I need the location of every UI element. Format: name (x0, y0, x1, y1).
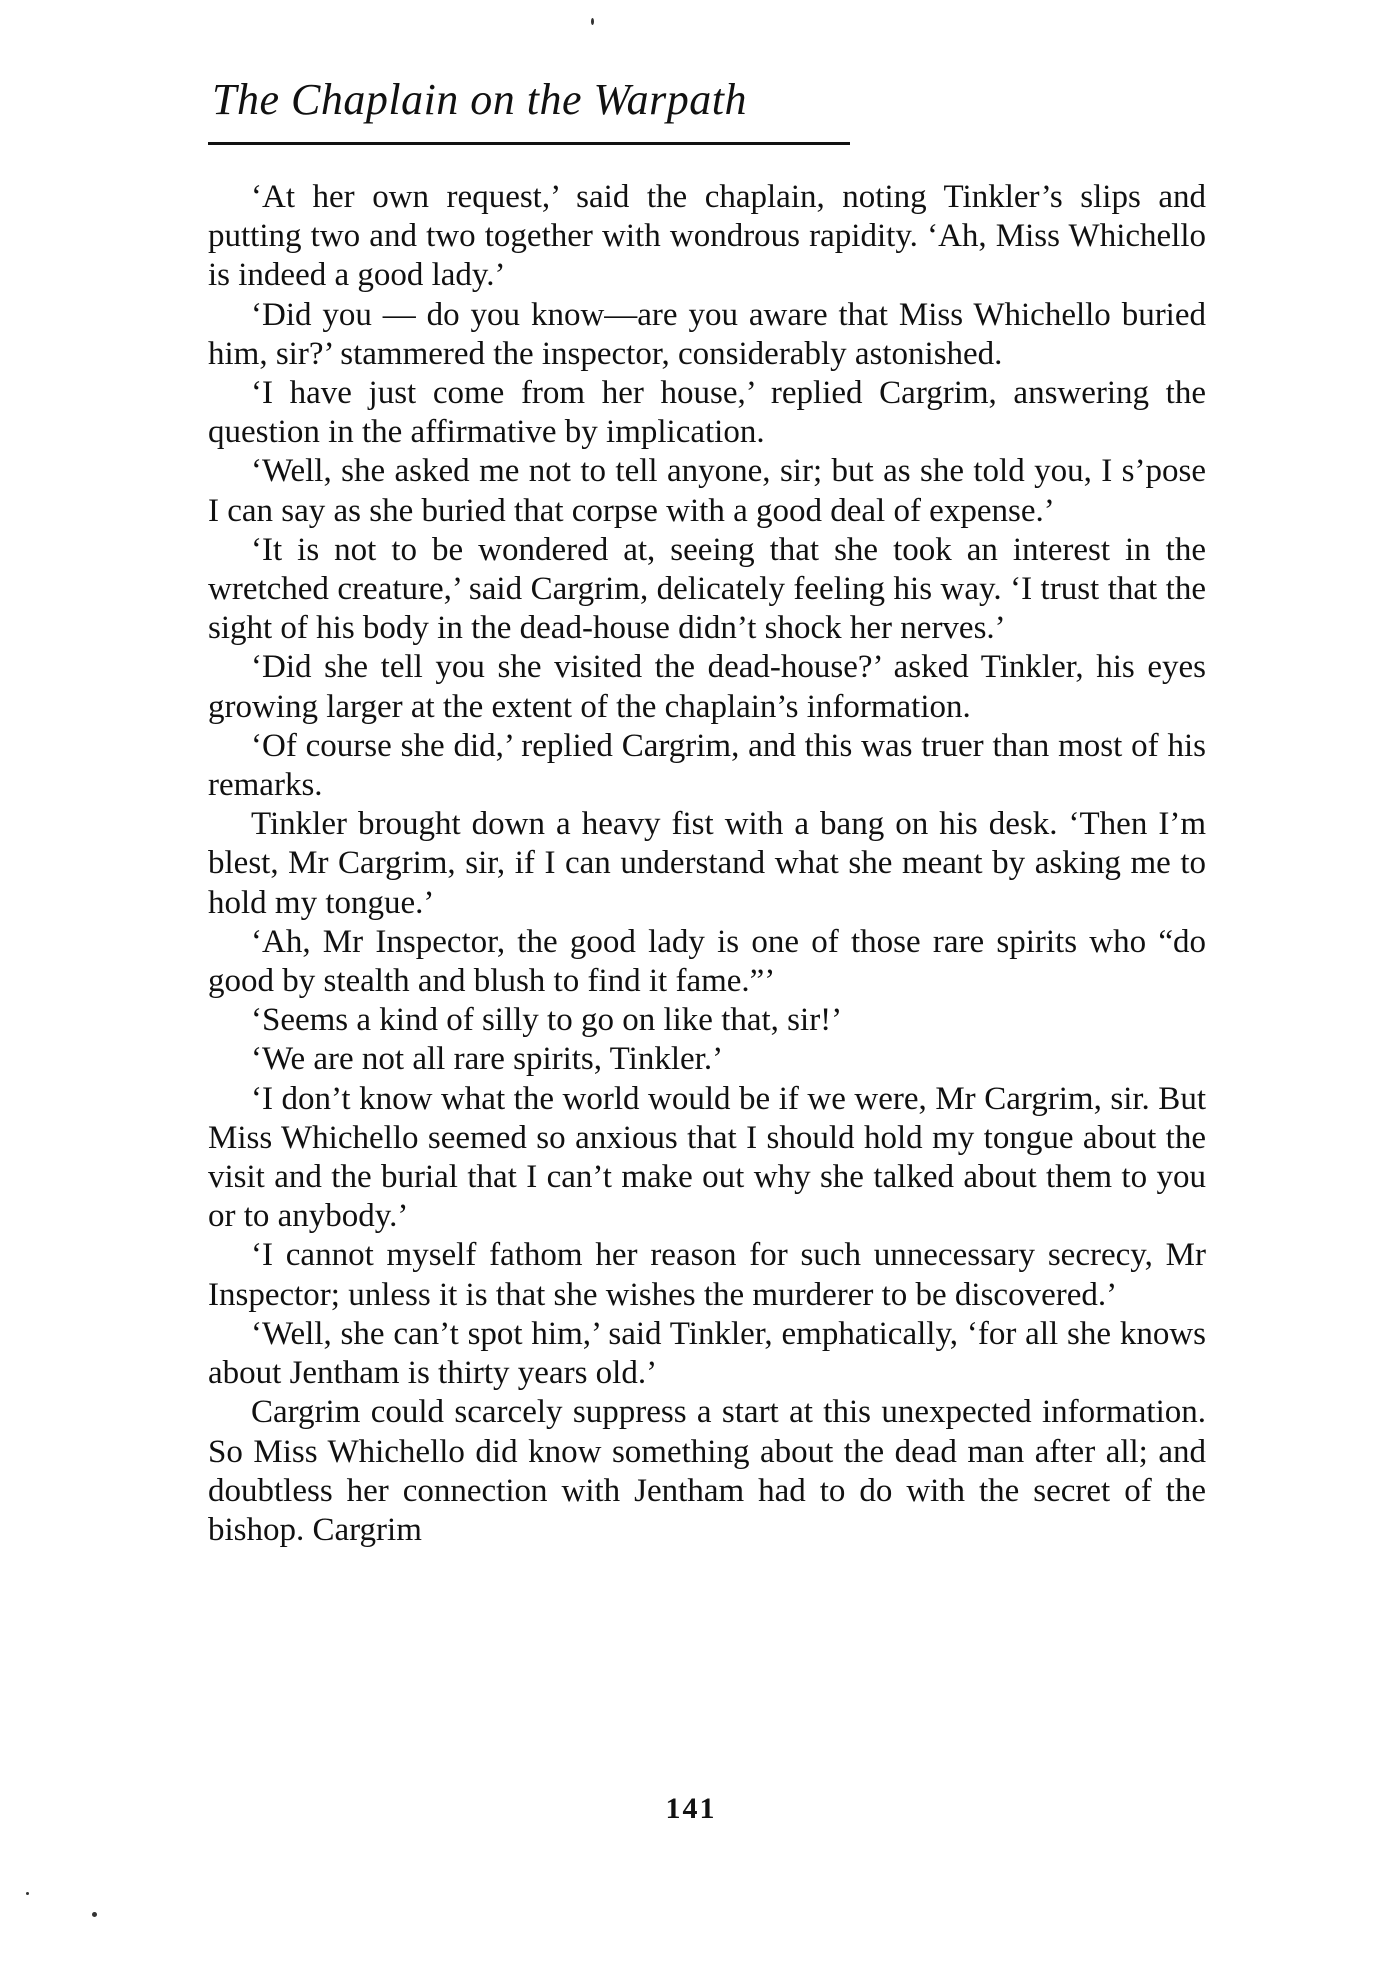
paragraph: ‘Seems a kind of silly to go on like that, sir!’ (251, 1002, 843, 1039)
paragraph: Tinkler brought down a heavy fist with a bang on his desk. ‘Then I’m blest, Mr Cargrim, sir, if I can understand what she meant by asking me to hold my tongue.’ (208, 806, 1206, 921)
paragraph: ‘At her own request,’ said the chaplain, noting Tinkler’s slips and putting two and two together with wondrous rapidity. ‘Ah, Miss Whichello is indeed a good lady.’ (208, 179, 1206, 294)
scan-speck (591, 18, 594, 25)
page-number: 141 (665, 1792, 717, 1825)
body-text (208, 178, 1206, 1550)
paragraph: ‘Well, she asked me not to tell anyone, sir; but as she told you, I s’pose I can say as she buried that corpse with a good deal of expense.’ (208, 453, 1206, 529)
paragraph: ‘Did you — do you know—are you aware that Miss Whichello buried him, sir?’ stammered the inspector, considerably astonished. (208, 296, 1206, 372)
paragraph: ‘We are not all rare spirits, Tinkler.’ (251, 1041, 724, 1078)
paragraph: ‘I cannot myself fathom her reason for such unnecessary secrecy, Mr Inspector; unless it is that she wishes the murderer to be discovered.’ (208, 1237, 1206, 1313)
paragraph: ‘I don’t know what the world would be if we were, Mr Cargrim, sir. But Miss Whichello seemed so anxious that I should hold my tongue about the visit and the burial that I can’t make out why she talked about them to you or to anybody.’ (208, 1080, 1206, 1235)
paragraph: ‘It is not to be wondered at, seeing that she took an interest in the wretched creature,’ said Cargrim, delicately feeling his way. ‘I trust that the sight of his body in the dead-house didn’t shock her nerves.’ (208, 531, 1206, 647)
header-rule (208, 142, 850, 145)
paragraph: Cargrim could scarcely suppress a start at this unexpected information. So Miss Whichello did know something about the dead man after all; and doubtless her connection with Jentham had to do with the secret of the bishop. Cargrim (208, 1394, 1206, 1548)
scan-speck (92, 1912, 97, 1917)
paragraph: ‘Ah, Mr Inspector, the good lady is one of those rare spirits who “do good by stealth and blush to find it fame.”’ (208, 923, 1206, 1000)
paragraph: ‘I have just come from her house,’ replied Cargrim, answering the question in the affirmative by implication. (208, 375, 1206, 451)
running-head: The Chaplain on the Warpath (212, 75, 748, 124)
paragraph: ‘Of course she did,’ replied Cargrim, and this was truer than most of his remarks. (208, 727, 1206, 804)
paragraph: ‘Did she tell you she visited the dead-house?’ asked Tinkler, his eyes growing larger at the extent of the chaplain’s information. (208, 649, 1206, 725)
scan-speck (26, 1892, 29, 1895)
paragraph: ‘Well, she can’t spot him,’ said Tinkler, emphatically, ‘for all she knows about Jentham is thirty years old.’ (208, 1315, 1206, 1392)
